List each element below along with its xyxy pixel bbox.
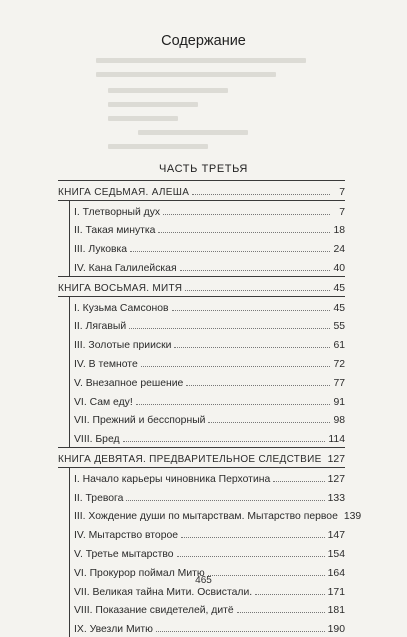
chapter-title: IV. Кана Галилейская xyxy=(74,263,177,276)
leader-dots xyxy=(208,421,330,423)
chapter-row xyxy=(58,297,345,316)
chapter-page-number: 45 xyxy=(333,303,345,316)
leader-dots xyxy=(158,231,330,233)
chapter-bracket-line xyxy=(69,468,70,637)
chapter-page-number: 114 xyxy=(328,434,345,447)
chapter-title: IV. Мытарство второе xyxy=(74,530,178,543)
chapter-row xyxy=(58,238,345,257)
chapter-bracket-line xyxy=(69,297,70,447)
chapter-page-number: 171 xyxy=(328,587,345,600)
chapter-title: I. Начало карьеры чиновника Перхотина xyxy=(74,474,270,487)
leader-dots xyxy=(177,555,325,557)
book-heading-row xyxy=(58,181,345,200)
chapter-page-number: 164 xyxy=(328,568,345,581)
chapter-row xyxy=(58,543,345,562)
book-page-number: 7 xyxy=(333,187,345,200)
leader-dots xyxy=(255,593,324,595)
book-heading-row xyxy=(58,277,345,296)
book-heading-row xyxy=(58,448,345,467)
chapter-row xyxy=(58,618,345,637)
chapter-row xyxy=(58,428,345,447)
chapter-row xyxy=(58,506,345,525)
leader-dots xyxy=(273,480,324,482)
chapter-title: VI. Сам еду! xyxy=(74,397,133,410)
leader-dots xyxy=(129,327,330,329)
chapter-title: I. Кузьма Самсонов xyxy=(74,303,169,316)
chapter-page-number: 98 xyxy=(333,415,345,428)
chapter-row xyxy=(58,257,345,276)
chapter-list xyxy=(58,468,345,637)
chapter-page-number: 61 xyxy=(333,340,345,353)
chapter-page-number: 181 xyxy=(328,605,345,618)
bleed-through-text xyxy=(78,40,338,160)
chapter-page-number: 72 xyxy=(333,359,345,372)
chapter-row xyxy=(58,487,345,506)
chapter-title: III. Луковка xyxy=(74,244,127,257)
chapter-title: VI. Прокурор поймал Митю xyxy=(74,568,205,581)
chapter-page-number: 190 xyxy=(328,624,345,637)
chapter-page-number: 139 xyxy=(344,511,356,524)
chapter-row xyxy=(58,468,345,487)
chapter-page-number: 24 xyxy=(333,244,345,257)
leader-dots xyxy=(123,440,326,442)
chapter-title: VIII. Показание свидетелей, дитё xyxy=(74,605,234,618)
book-heading: КНИГА ВОСЬМАЯ. МИТЯ xyxy=(58,283,182,296)
chapter-title: IV. В темноте xyxy=(74,359,138,372)
chapter-row xyxy=(58,410,345,429)
chapter-title: IX. Увезли Митю xyxy=(74,624,153,637)
chapter-row xyxy=(58,600,345,619)
chapter-title: II. Такая минутка xyxy=(74,225,155,238)
leader-dots xyxy=(126,499,324,501)
chapter-title: II. Лягавый xyxy=(74,321,126,334)
chapter-row xyxy=(58,316,345,335)
chapter-page-number: 127 xyxy=(328,474,345,487)
leader-dots xyxy=(156,630,325,632)
chapter-page-number: 77 xyxy=(333,378,345,391)
chapter-page-number: 55 xyxy=(333,321,345,334)
chapter-page-number: 40 xyxy=(333,263,345,276)
leader-dots xyxy=(237,611,325,613)
chapter-row xyxy=(58,220,345,239)
chapter-row xyxy=(58,353,345,372)
chapter-row xyxy=(58,372,345,391)
chapter-page-number: 154 xyxy=(328,549,345,562)
leader-dots xyxy=(186,384,330,386)
chapter-page-number: 133 xyxy=(328,493,345,506)
chapter-title: VIII. Бред xyxy=(74,434,120,447)
chapter-title: II. Тревога xyxy=(74,493,123,506)
chapter-list xyxy=(58,201,345,276)
leader-dots xyxy=(163,213,330,215)
chapter-title: III. Золотые прииски xyxy=(74,340,171,353)
chapter-page-number: 147 xyxy=(328,530,345,543)
page-title: Содержание xyxy=(0,33,407,49)
chapter-bracket-line xyxy=(69,201,70,276)
leader-dots xyxy=(136,403,330,405)
book-heading: КНИГА ДЕВЯТАЯ. ПРЕДВАРИТЕЛЬНОЕ СЛЕДСТВИЕ xyxy=(58,454,322,467)
leader-dots xyxy=(185,289,330,291)
chapter-title: V. Третье мытарство xyxy=(74,549,174,562)
leader-dots xyxy=(174,346,330,348)
chapter-title: VII. Прежний и бесспорный xyxy=(74,415,205,428)
chapter-page-number: 18 xyxy=(333,225,345,238)
chapter-title: V. Внезапное решение xyxy=(74,378,183,391)
book-page-number: 45 xyxy=(333,283,345,296)
chapter-list xyxy=(58,297,345,447)
chapter-row xyxy=(58,391,345,410)
chapter-row xyxy=(58,201,345,220)
chapter-page-number: 7 xyxy=(333,207,345,220)
chapter-page-number: 91 xyxy=(333,397,345,410)
leader-dots xyxy=(192,193,330,195)
table-of-contents xyxy=(58,180,345,637)
leader-dots xyxy=(130,250,330,252)
chapter-title: III. Хождение души по мытарствам. Мытарство первое xyxy=(74,511,338,524)
leader-dots xyxy=(180,269,330,271)
book-page-number: 127 xyxy=(328,454,345,467)
book-heading: КНИГА СЕДЬМАЯ. АЛЕША xyxy=(58,187,189,200)
leader-dots xyxy=(172,309,330,311)
chapter-title: VII. Великая тайна Мити. Освистали. xyxy=(74,587,252,600)
chapter-row xyxy=(58,334,345,353)
leader-dots xyxy=(181,536,325,538)
page-number: 465 xyxy=(0,575,407,586)
part-heading: ЧАСТЬ ТРЕТЬЯ xyxy=(0,163,407,175)
chapter-row xyxy=(58,524,345,543)
chapter-title: I. Тлетворный дух xyxy=(74,207,160,220)
leader-dots xyxy=(141,365,330,367)
